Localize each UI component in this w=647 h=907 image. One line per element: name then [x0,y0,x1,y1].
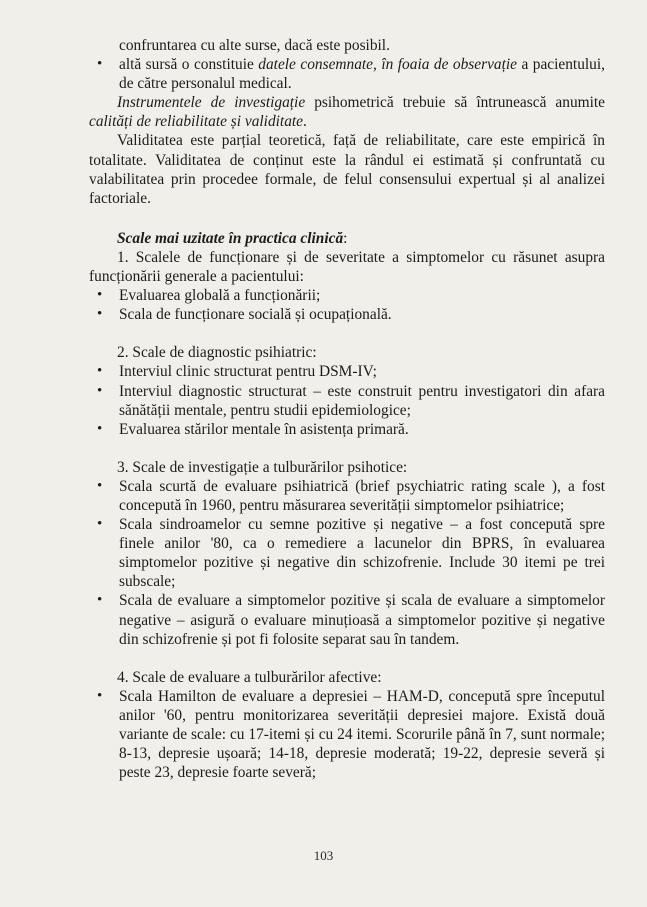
section-2-list [89,362,605,438]
section-title: 4. Scale de evaluare a tulburărilor afective: [117,668,382,686]
list-item: • Interviul diagnostic structurat – este construit pentru investigatori din afara sănătății mentale, pentru studii epidemiologice; [119,382,605,420]
section-1-list [89,286,605,324]
section-4-list [89,687,605,782]
list-item: • altă sursă o constituie datele consemnate, în foaia de observație a pacientului, de către personalul medical. [119,55,605,93]
section-title: 3. Scale de investigație a tulburărilor psihotice: [117,458,408,476]
emphasis-text: datele consemnate, în foaia de observație [258,56,517,74]
list-item: • Interviul clinic structurat pentru DSM-IV; [119,362,605,381]
list-item: • Scala sindroamelor cu semne pozitive și negative – a fost concepută spre finele anilor '80, ca o remediere a lacunelor din BPRS, în evaluarea simptomelor pozitive și negative din schizofrenie. Include 30 itemi pe trei subscale; [119,515,605,591]
list-item: • Evaluarea stărilor mentale în asistența primară. [119,420,605,439]
validity-paragraph: Validitatea este parțial teoretică, față de reliabilitate, care este empirică în totalitate. Validitatea de conținut este la rândul ei estimată și confruntată cu valabilitatea prin procedee formale, de felul consensului expertual și al analizei factoriale. [89,132,605,207]
list-item: • Scala Hamilton de evaluare a depresiei – HAM-D, concepută spre începutul anilor '60, pentru monitorizarea severității depresiei majore. Există două variante de scale: cu 17-itemi și cu 24 itemi. Scorurile până în 7, sunt normale; 8-13, depresie ușoară; 14-18, depresie moderată; 19-22, depresie severă și peste 23, depresie foarte severă; [119,687,605,782]
list-item: • Scala de funcționare socială și ocupațională. [119,305,605,324]
section-title: 1. Scalele de funcționare și de severitate a simptomelor cu răsunet asupra funcționării generale a pacientului: [89,248,605,286]
scales-heading: Scale mai uzitate în practica clinică: [117,229,348,247]
continuation-line: confruntarea cu alte surse, dacă este posibil. [119,37,390,54]
instruments-paragraph: Instrumentele de investigație psihometrică trebuie să întrunească anumite calități de reliabilitate și validitate. [89,94,606,131]
top-bullet-list [89,55,605,93]
list-item: • Evaluarea globală a funcționării; [119,286,605,305]
list-item: • Scala scurtă de evaluare psihiatrică (brief psychiatric rating scale ), a fost concepută în 1960, pentru măsurarea severității simptomelor psihiatrice; [119,477,605,515]
page-number: 103 [313,848,334,863]
section-3-list [89,477,605,649]
section-title: 2. Scale de diagnostic psihiatric: [117,344,317,362]
list-item: • Scala de evaluare a simptomelor pozitive și scala de evaluare a simptomelor negative – asigură o evaluare minuțioasă a simptomelor pozitive și negative din schizofrenie și pot fi folosite separat sau în tandem. [119,591,605,648]
